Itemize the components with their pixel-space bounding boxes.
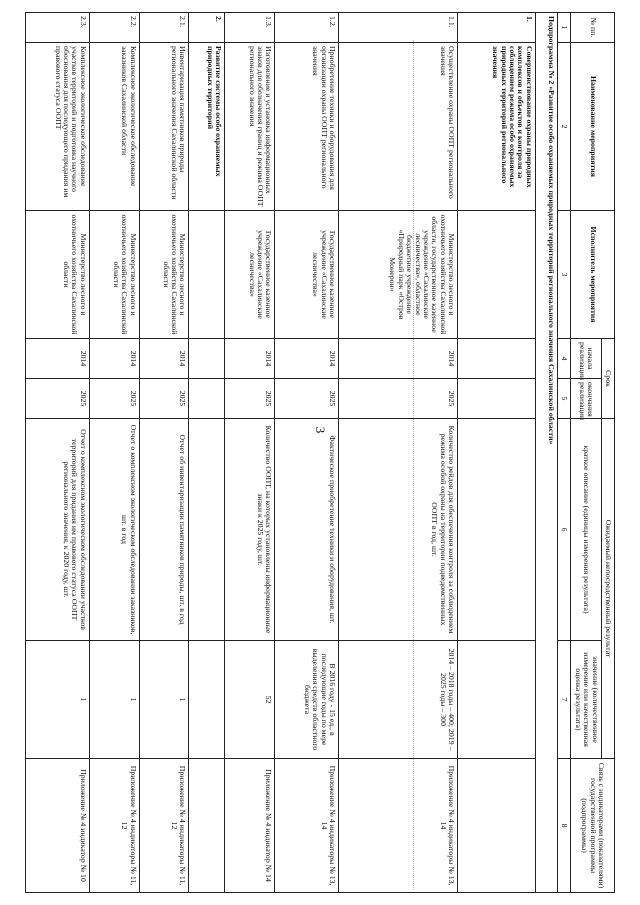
row-start: 2014 bbox=[275, 339, 339, 379]
section-num: 2. bbox=[189, 13, 225, 43]
row-desc: Отчет о комплексном экологическом обследовании заказников, шт. в год bbox=[89, 419, 139, 641]
header-term-end: окончания реализации bbox=[571, 379, 601, 419]
row-executor: Министерство лесного и охотничьего хозяйства Сахалинской области, государственное казенное учреждение «Сахалинские лесничества», областное бюджетное учреждение «Природный парк «Остров Монерон» bbox=[339, 211, 458, 339]
column-number-row bbox=[557, 13, 570, 893]
row-value: 1 bbox=[26, 641, 90, 759]
row-start: 2014 bbox=[26, 339, 90, 379]
header-term-start: начала реализации bbox=[571, 339, 601, 379]
row-link: Приложение № 4 индикатор № 10 bbox=[26, 759, 90, 893]
row-num: 2.2. bbox=[89, 13, 139, 43]
section-title: Совершенствование охраны природных комплексов и объектов и контроля за соблюдением режима особо охраняемых природных территорий регионального значения bbox=[458, 43, 536, 211]
row-value: 1 bbox=[89, 641, 139, 759]
row-num: 2.3. bbox=[26, 13, 90, 43]
page-number: 3 bbox=[313, 426, 328, 434]
row-executor: Министерство лесного и охотничьего хозяйства Сахалинской области bbox=[89, 211, 139, 339]
col-number: 7 bbox=[557, 641, 570, 759]
row-name: Инвентаризация памятников природы регионального значения Сахалинской области bbox=[139, 43, 189, 211]
row-num: 1.2. bbox=[275, 13, 339, 43]
row-start: 2014 bbox=[89, 339, 139, 379]
row-start: 2014 bbox=[225, 339, 275, 379]
row-name: Осуществление охраны ООПТ регионального значения bbox=[339, 43, 458, 211]
table-row bbox=[26, 13, 90, 893]
col-number: 2 bbox=[557, 43, 570, 211]
section-title: Развитие системы особо охраняемых природных территорий bbox=[189, 43, 225, 211]
row-num: 1.3. bbox=[225, 13, 275, 43]
activities-table bbox=[25, 12, 615, 893]
row-name: Приобретение техники и оборудования для организации охраны ООПТ регионального значения bbox=[275, 43, 339, 211]
row-value: 1 bbox=[139, 641, 189, 759]
row-name: Изготовление и установка информационных знаков для обозначения границ и режима ООПТ регионального значения bbox=[225, 43, 275, 211]
header-term: Срок bbox=[601, 339, 614, 419]
subprogram-row bbox=[535, 13, 557, 893]
row-link: Приложение № 4 индикаторы № 11, 12 bbox=[89, 759, 139, 893]
row-link: Приложение № 4 индикаторы № 11, 12 bbox=[139, 759, 189, 893]
row-link: Приложение № 4 индикаторы № 13, 14 bbox=[275, 759, 339, 893]
subprogram-title: Подпрограмма № 2 «Развитие особо охраняемых природных территорий регионального значения Сахалинской области» bbox=[535, 13, 557, 893]
table-row bbox=[139, 13, 189, 893]
header-result-value: значение (количественное измерение или качественная оценка результата) bbox=[571, 641, 601, 759]
header-result: Ожидаемый непосредственный результат bbox=[601, 419, 614, 759]
row-start: 2014 bbox=[139, 339, 189, 379]
row-end: 2025 bbox=[26, 379, 90, 419]
row-value: 2014 – 2018 годы – 400; 2019 – 2025 годы – 300 bbox=[339, 641, 458, 759]
col-number: 6 bbox=[557, 419, 570, 641]
header-executor: Исполнитель мероприятия bbox=[571, 211, 615, 339]
table-row bbox=[89, 13, 139, 893]
row-end: 2025 bbox=[339, 379, 458, 419]
col-number: 3 bbox=[557, 211, 570, 339]
row-end: 2025 bbox=[89, 379, 139, 419]
row-link: Приложение № 4 индикаторы № 13, 14 bbox=[339, 759, 458, 893]
header-result-desc: краткое описание (единицы измерения результата) bbox=[571, 419, 601, 641]
row-name: Комплексное экологическое обследование участков территорий и подготовка научного обоснования для последующего придания им правового статуса ООПТ bbox=[26, 43, 90, 211]
row-executor: Министерство лесного и охотничьего хозяйства Сахалинской области bbox=[139, 211, 189, 339]
row-num: 2.1. bbox=[139, 13, 189, 43]
row-executor: Государственное казенное учреждение «Сахалинские лесничества» bbox=[275, 211, 339, 339]
row-name: Комплексное экологическое обследование заказников Сахалинской области bbox=[89, 43, 139, 211]
row-value: 52 bbox=[225, 641, 275, 759]
table-row bbox=[225, 13, 275, 893]
col-number: 4 bbox=[557, 339, 570, 379]
row-end: 2025 bbox=[225, 379, 275, 419]
row-desc: Отчет о комплексном экологическом обследовании участков территорий для придания им правового статуса ООПТ регионального значения, к 2020 году, шт. bbox=[26, 419, 90, 641]
header-num: № пп. bbox=[571, 13, 615, 43]
col-number: 5 bbox=[557, 379, 570, 419]
row-desc: Количество ООПТ, на которых установлены информационные знаки к 2025 году, шт. bbox=[225, 419, 275, 641]
table-row bbox=[339, 13, 458, 893]
rotated-table-container bbox=[25, 12, 615, 892]
col-number: 8 bbox=[557, 759, 570, 893]
col-number: 1 bbox=[557, 13, 570, 43]
section-row bbox=[458, 13, 536, 893]
table-row bbox=[275, 13, 339, 893]
section-num: 1. bbox=[458, 13, 536, 43]
row-desc: Отчет об инвентаризации памятников природы, шт. в год bbox=[139, 419, 189, 641]
header-row-1 bbox=[601, 13, 614, 893]
row-desc: Фактическое приобретение техники и оборудования, шт. bbox=[275, 419, 339, 641]
header-link: Связь с индикаторами (показателями) государственной программы (подпрограммы) bbox=[571, 759, 615, 893]
row-value: В 2016 году - 15 ед., в последующие годы по мере выделения средств областного бюджета bbox=[275, 641, 339, 759]
row-link: Приложение № 4 индикатор № 14 bbox=[225, 759, 275, 893]
row-start: 2014 bbox=[339, 339, 458, 379]
row-executor: Государственное казенное учреждение «Сахалинские лесничества» bbox=[225, 211, 275, 339]
row-executor: Министерство лесного и охотничьего хозяйства Сахалинской области bbox=[26, 211, 90, 339]
row-num: 1.1. bbox=[339, 13, 458, 43]
row-end: 2025 bbox=[139, 379, 189, 419]
section-row bbox=[189, 13, 225, 893]
row-end: 2025 bbox=[275, 379, 339, 419]
row-desc: Количество рейдов для обеспечения контроля за соблюдением режима особой охраны на территории подведомственных ООПТ в год, шт. bbox=[339, 419, 458, 641]
header-name: Наименование мероприятия bbox=[571, 43, 615, 211]
